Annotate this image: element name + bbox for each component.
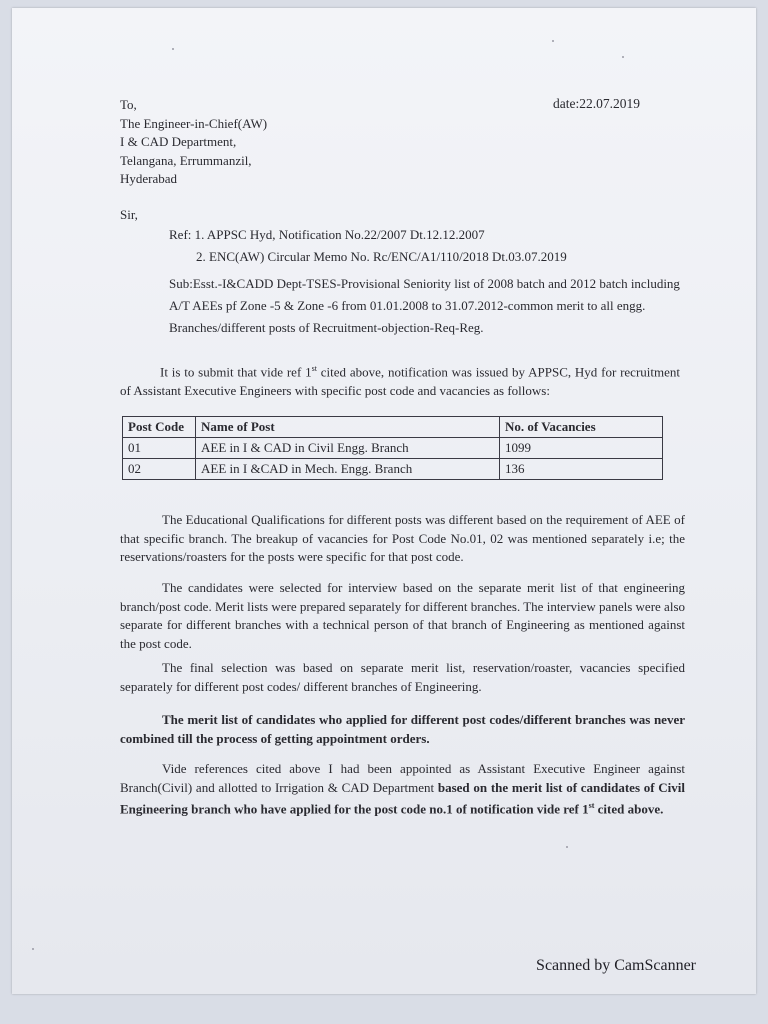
vacancy-table (122, 416, 663, 480)
scanner-watermark: Scanned by CamScanner (536, 957, 696, 974)
subject-line: Sub:Esst.-I&CADD Dept-TSES-Provisional Seniority list of 2008 batch and 2012 batch including A/T AEEs pf Zone -5 & Zone -6 from 01.01.2008 to 31.07.2012-common merit to all engg. Branches/different posts of Recruitment-objection-Req-Reg. (169, 276, 680, 335)
intro-text: It is to submit that vide ref 1 (160, 364, 312, 380)
address-line: The Engineer-in-Chief(AW) (120, 115, 268, 131)
appointment-text: Vide references cited above I had been appointed as Assistant Executive Engineer against Branch(Civil) and allotted to Irrigation & CAD Department (120, 761, 685, 795)
reference-2: 2. ENC(AW) Circular Memo No. Rc/ENC/A1/110/2018 Dt.03.07.2019 (196, 249, 567, 264)
scanned-page (12, 8, 756, 994)
qualifications-paragraph: The Educational Qualifications for different posts was different based on the requirement of AEE of that specific branch. The breakup of vacancies for Post Code No.01, 02 was mentioned separately i.e; the reservations/roasters for the posts were specific for that post code. (120, 512, 685, 564)
column-header: Name of Post (196, 417, 500, 438)
address-to: To, (120, 97, 137, 112)
interview-paragraph: The candidates were selected for interview based on the separate merit list of that engineering branch/post code. Merit lists were prepared separately for different branches. The interview panels were also separate for different branches with a technical person of that branch of Engineering as mentioned against the post code. (120, 580, 685, 651)
column-header: Post Code (123, 417, 196, 438)
appointment-paragraph (120, 760, 685, 819)
dust-speck (172, 48, 174, 50)
appointment-text-bold: cited above. (594, 801, 664, 817)
intro-paragraph (120, 360, 680, 400)
merit-list-paragraph: The merit list of candidates who applied for different post codes/different branches was never combined till the process of getting appointment orders. (120, 712, 685, 746)
dust-speck (622, 56, 624, 58)
table-row (123, 459, 663, 480)
table-cell: 1099 (500, 438, 663, 459)
dust-speck (552, 40, 554, 42)
table-cell: 136 (500, 459, 663, 480)
selection-paragraph: The final selection was based on separate merit list, reservation/roaster, vacancies specified separately for different post codes/ different branches of Engineering. (120, 660, 685, 694)
address-line: Hyderabad (120, 171, 178, 186)
table-cell: 01 (123, 438, 196, 459)
column-header: No. of Vacancies (500, 417, 663, 438)
recipient-address (120, 96, 267, 189)
table-cell: AEE in I &CAD in Mech. Engg. Branch (196, 459, 500, 480)
dust-speck (566, 846, 568, 848)
intro-text: cited above, notification was issued by APPSC, Hyd for recruitment of Assistant Executive Engineers with specific post code and vacancies as follows: (120, 364, 681, 398)
salutation: Sir, (120, 207, 138, 222)
dust-speck (32, 948, 34, 950)
address-line: I & CAD Department, (120, 134, 237, 149)
address-line: Telangana, Errummanzil, (120, 152, 252, 168)
reference-1: Ref: 1. APPSC Hyd, Notification No.22/2007 Dt.12.12.2007 (169, 227, 485, 242)
ordinal-suffix: st (588, 801, 595, 810)
letter-date: date:22.07.2019 (553, 96, 640, 111)
ordinal-suffix: st (311, 364, 317, 373)
appointment-text-bold: based on the merit list of candidates of Civil Engineering branch who have applied for the post code no.1 of notification vide ref 1 (120, 779, 685, 817)
table-cell: 02 (123, 459, 196, 480)
table-row (123, 438, 663, 459)
table-header-row (123, 417, 663, 438)
table-cell: AEE in I & CAD in Civil Engg. Branch (196, 438, 500, 459)
